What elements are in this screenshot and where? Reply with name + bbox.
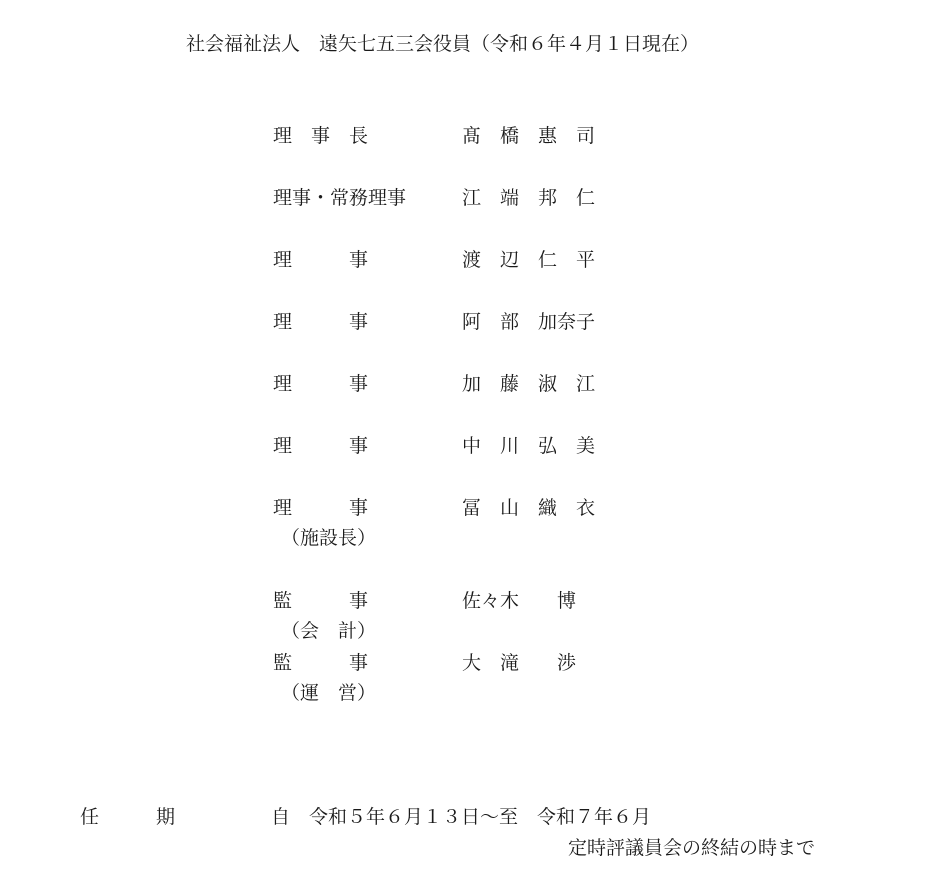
officer-role-4: 理 事: [273, 311, 369, 333]
officer-role-8: 監 事: [273, 590, 369, 612]
officer-role-7: 理 事: [273, 497, 369, 519]
officer-note-7: （施設長）: [281, 527, 377, 549]
term-period: 自 令和５年６月１３日～至 令和７年６月: [271, 806, 652, 828]
officer-name-7: 冨 山 織 衣: [462, 497, 596, 519]
term-label: 任 期: [80, 806, 176, 828]
officer-name-8: 佐々木 博: [462, 590, 577, 612]
officer-role-6: 理 事: [273, 435, 369, 457]
officer-role-3: 理 事: [273, 249, 369, 271]
officer-name-9: 大 滝 渉: [462, 652, 577, 674]
officer-name-6: 中 川 弘 美: [462, 435, 596, 457]
officer-note-8: （会 計）: [281, 620, 377, 642]
officer-note-9: （運 営）: [281, 682, 377, 704]
document-title: 社会福祉法人 遠矢七五三会役員（令和６年４月１日現在）: [186, 33, 700, 55]
officer-name-5: 加 藤 淑 江: [462, 373, 596, 395]
term-until: 定時評議員会の終結の時まで: [568, 837, 816, 859]
officer-name-2: 江 端 邦 仁: [462, 187, 596, 209]
officer-name-4: 阿 部 加奈子: [462, 311, 596, 333]
officer-role-5: 理 事: [273, 373, 369, 395]
officer-name-3: 渡 辺 仁 平: [462, 249, 596, 271]
officer-role-9: 監 事: [273, 652, 369, 674]
officer-role-1: 理 事 長: [273, 125, 369, 147]
officer-role-2: 理事・常務理事: [273, 187, 407, 209]
officer-name-1: 髙 橋 惠 司: [462, 125, 596, 147]
